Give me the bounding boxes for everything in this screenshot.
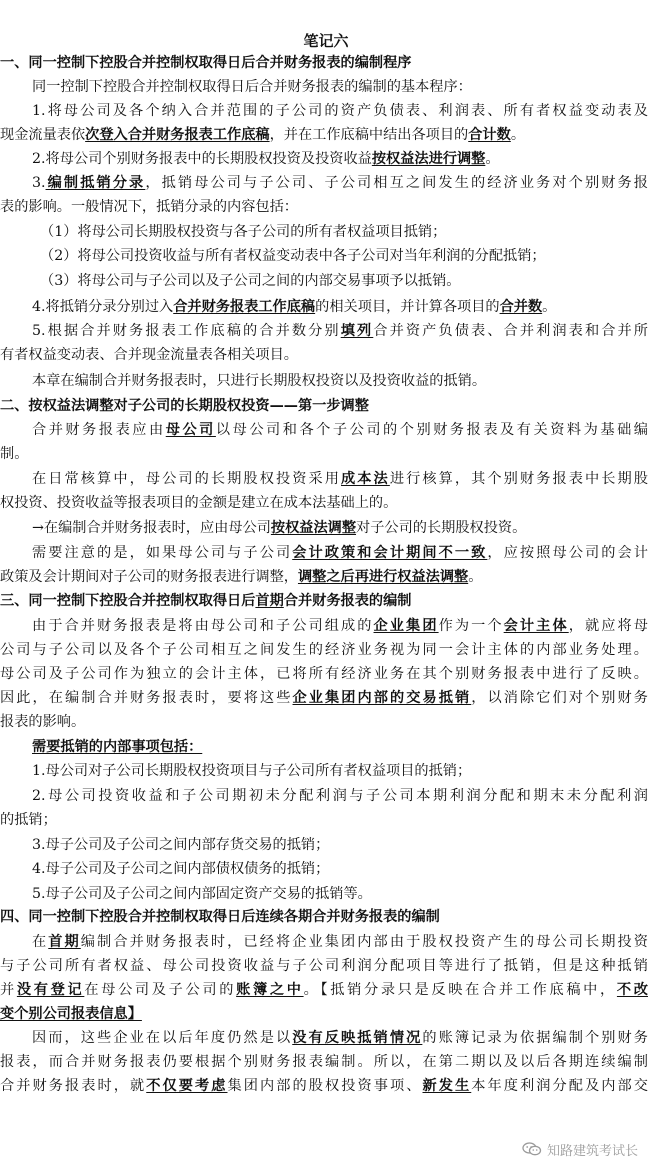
text-segment: 3. — [32, 175, 46, 191]
list-item — [0, 245, 652, 267]
text-segment: 2.将母公司个别财务报表中的长期股权投资及投资收益 — [32, 151, 372, 167]
emphasis-text: 合计数 — [468, 127, 511, 143]
text-segment: 因而，这些企业在以后年度仍然是以 — [32, 1030, 293, 1046]
emphasis-text: 首期 — [255, 593, 284, 609]
emphasis-text: 企业集团内部的交易抵销 — [292, 690, 472, 706]
text-segment: ，就应将母 — [568, 618, 648, 634]
list-item — [0, 883, 652, 905]
emphasis-text: 会计政策和会计期间不一致 — [292, 545, 488, 561]
text-line — [0, 615, 652, 637]
text-line — [0, 76, 652, 98]
text-segment: 2.母公司投资收益和子公司期初未分配利润与子公司本期利润分配和期末未分配利润 — [32, 788, 648, 804]
heading-section-1 — [0, 52, 652, 74]
emphasis-text: 母公司 — [165, 422, 216, 438]
text-line — [0, 1027, 652, 1049]
watermark — [522, 1138, 638, 1160]
emphasis-text: 次登入合并财务报表工作底稿 — [85, 127, 270, 143]
text-segment: 母公司及子公司作为独立的会计主体，已将所有经济业务在其个别财务报表中进行了反映。 — [0, 666, 648, 682]
text-segment: 合并财务报表应由 — [32, 422, 166, 438]
list-item — [0, 809, 652, 831]
emphasis-text: 企业集团 — [373, 618, 439, 634]
text-segment: 有者权益变动表、合并现金流量表各相关项目。 — [0, 347, 298, 363]
text-segment: 。 — [542, 299, 557, 315]
text-segment: 。 — [485, 151, 500, 167]
text-segment: 三、同一控制下控股合并控制权取得日后 — [0, 593, 256, 609]
emphasis-text: 没有反映抵销情况 — [292, 1030, 423, 1046]
text-line — [0, 124, 652, 146]
text-segment: 进行核算，其个别财务报表中长期股 — [389, 471, 648, 487]
text-segment: 在日常核算中，母公司的长期股权投资采用 — [32, 471, 342, 487]
text-line — [0, 687, 652, 709]
text-segment: 表的影响。一般情况下，抵销分录的内容包括： — [0, 199, 298, 215]
text-line — [0, 100, 652, 122]
text-segment: 二、按权益法调整对子公司的长期股权投资——第一步调整 — [0, 398, 369, 414]
text-segment: 需要注意的是，如果母公司与子公司 — [32, 545, 293, 561]
text-segment: 报表的影响。 — [0, 714, 86, 730]
text-segment: 4.将抵销分录分别过入 — [32, 299, 174, 315]
text-line — [0, 931, 652, 953]
text-segment: 5.母子公司及子公司之间内部固定资产交易的抵销等。 — [32, 886, 372, 902]
text-line — [0, 1075, 652, 1097]
text-segment: 3.母子公司及子公司之间内部存货交易的抵销； — [32, 837, 330, 853]
text-segment: 现金流量表依 — [0, 127, 86, 143]
text-line — [0, 663, 652, 685]
text-line — [0, 1003, 652, 1025]
text-segment: 。【抵销分录只是反映在合并工作底稿中， — [303, 982, 617, 998]
page-title: 笔记六 — [303, 32, 349, 50]
text-segment: 公司与子公司以及各个子公司相互之间发生的经济业务视为同一会计主体的内部业务处理。 — [0, 642, 648, 658]
text-segment: 在母公司及子公司的 — [84, 982, 237, 998]
emphasis-text: 编制抵销分录 — [45, 175, 146, 191]
emphasis-text: 成本法 — [341, 471, 390, 487]
text-segment: ，以消除它们对个别财务 — [471, 690, 648, 706]
text-segment: （3）将母公司与子公司以及子公司之间的内部交易事项予以抵销。 — [40, 273, 461, 289]
text-segment: 同一控制下控股合并控制权取得日后合并财务报表的编制的基本程序： — [32, 79, 472, 95]
emphasis-text: 首期 — [48, 934, 81, 950]
text-segment: 并 — [0, 982, 17, 998]
text-segment: 由于合并财务报表是将由母公司和子公司组成的 — [32, 618, 374, 634]
text-segment: ，抵销母公司与子公司、子公司相互之间发生的经济业务对个别财务报 — [145, 175, 648, 191]
text-segment: 集团内部的股权投资事项、 — [227, 1078, 423, 1094]
text-line — [0, 148, 652, 170]
emphasis-text: 合并财务报表工作底稿 — [173, 299, 316, 315]
text-segment: 的抵销； — [0, 812, 57, 828]
text-segment: 对子公司的长期股权投资。 — [356, 520, 527, 536]
text-line — [0, 172, 652, 194]
text-segment: 的相关项目，并计算各项目的 — [315, 299, 500, 315]
text-line — [0, 370, 652, 392]
text-segment: 本年度利润分配及内部交 — [471, 1078, 648, 1094]
emphasis-text: 会计主体 — [503, 618, 569, 634]
heading-section-2 — [0, 395, 652, 417]
text-segment: 制。 — [0, 446, 29, 462]
list-item — [0, 221, 652, 243]
text-segment: ，并在工作底稿中结出各项目的 — [269, 127, 469, 143]
text-line — [0, 196, 652, 218]
emphasis-text: 按权益法调整 — [270, 520, 357, 536]
text-segment: 权投资、投资收益等报表项目的金额是建立在成本法基础上的。 — [0, 495, 398, 511]
text-segment: ，应按照母公司的会计 — [487, 545, 648, 561]
text-line — [0, 492, 652, 514]
text-segment: 本章在编制合并财务报表时，只进行长期股权投资以及投资收益的抵销。 — [32, 373, 487, 389]
text-segment: 与子公司所有者权益、母公司投资收益与子公司利润分配项目等进行了抵销，但是这种抵销 — [0, 958, 648, 974]
text-segment: 在 — [32, 934, 49, 950]
heading-section-3 — [0, 590, 652, 612]
emphasis-text: 账簿之中 — [236, 982, 304, 998]
text-segment: 四、同一控制下控股合并控制权取得日后连续各期合并财务报表的编制 — [0, 909, 440, 925]
emphasis-text: 合并数 — [499, 299, 543, 315]
heading-section-4 — [0, 906, 652, 928]
text-line — [0, 419, 652, 441]
text-line — [0, 517, 652, 539]
emphasis-text: 调整之后再进行权益法调整 — [297, 569, 469, 585]
text-segment: 合并财务报表的编制 — [283, 593, 412, 609]
list-item — [0, 834, 652, 856]
emphasis-text: 填列 — [340, 323, 374, 339]
text-segment: 编制合并财务报表时，已经将企业集团内部由于股权投资产生的母公司长期投资 — [80, 934, 648, 950]
text-line — [0, 344, 652, 366]
text-segment: （1）将母公司长期股权投资与各子公司的所有者权益项目抵销； — [40, 224, 447, 240]
text-line — [0, 296, 652, 318]
emphasis-text: 没有登记 — [16, 982, 85, 998]
text-line — [0, 955, 652, 977]
text-segment: 5.根据合并财务报表工作底稿的合并数分别 — [32, 323, 341, 339]
text-line — [0, 979, 652, 1001]
text-segment: →在编制合并财务报表时，应由母公司 — [32, 520, 271, 536]
text-line — [0, 320, 652, 342]
text-line — [0, 711, 652, 733]
list-item — [0, 760, 652, 782]
text-segment: 报表，而合并财务报表仍要根据个别财务报表编制。所以，在第二期以及以后各期连续编制 — [0, 1054, 648, 1070]
text-segment: 一、同一控制下控股合并控制权取得日后合并财务报表的编制程序 — [0, 55, 412, 71]
text-segment: 合并资产负债表、合并利润表和合并所 — [373, 323, 648, 339]
text-segment: 因此，在编制合并财务报表时，要将这些 — [0, 690, 293, 706]
watermark-text: 知路建筑考试长 — [546, 1143, 638, 1159]
list-item — [0, 270, 652, 292]
wechat-icon — [522, 1142, 542, 1156]
text-segment: 的账簿记录为依据编制个别财务 — [422, 1030, 648, 1046]
text-segment: 政策及会计期间对子公司的财务报表进行调整， — [0, 569, 298, 585]
emphasis-text: 新发生 — [422, 1078, 472, 1094]
list-item — [0, 858, 652, 880]
emphasis-text: 按权益法进行调整 — [371, 151, 486, 167]
text-segment: （2）将母公司投资收益与所有者权益变动表中各子公司对当年利润的分配抵销； — [40, 248, 546, 264]
text-segment: 。 — [510, 127, 526, 143]
text-line — [0, 566, 652, 588]
text-line — [0, 542, 652, 564]
emphasis-text: 需要抵销的内部事项包括： — [32, 739, 203, 755]
text-segment: 以母公司和各个子公司的个别财务报表及有关资料为基础编 — [215, 422, 648, 438]
text-segment: 1.将母公司及各个纳入合并范围的子公司的资产负债表、利润表、所有者权益变动表及 — [32, 103, 648, 119]
emphasis-text: 不仅要考虑 — [146, 1078, 228, 1094]
text-segment: 合并财务报表时，就 — [0, 1078, 147, 1094]
text-segment: 4.母子公司及子公司之间内部债权债务的抵销； — [32, 861, 330, 877]
list-item — [0, 785, 652, 807]
emphasis-text: 变个别公司报表信息】 — [0, 1006, 142, 1022]
emphasis-text: 不改 — [616, 982, 648, 998]
text-line — [0, 639, 652, 661]
text-segment: 作为一个 — [438, 618, 504, 634]
text-segment: 。 — [468, 569, 483, 585]
text-line — [0, 1051, 652, 1073]
subheading-offset-items — [0, 736, 652, 758]
text-segment: 1.母公司对子公司长期股权投资项目与子公司所有者权益项目的抵销； — [32, 763, 472, 779]
text-line — [0, 443, 652, 465]
text-line — [0, 468, 652, 490]
